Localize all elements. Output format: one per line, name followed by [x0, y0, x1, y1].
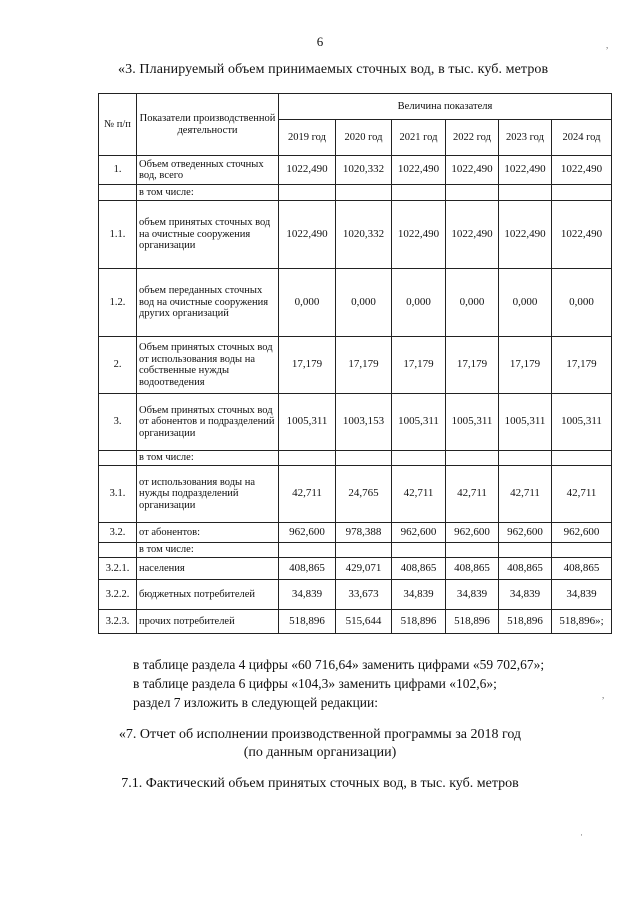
header-indicator: Показатели производственной деятельности: [137, 94, 279, 156]
row-value: 42,711: [279, 466, 336, 523]
row-value: 34,839: [279, 580, 336, 610]
section-7-heading: [0, 726, 640, 762]
row-value: 408,865: [279, 558, 336, 580]
row-value: 518,896: [392, 610, 446, 634]
row-value: 42,711: [499, 466, 552, 523]
table-row: [99, 466, 612, 523]
table-row: [99, 156, 612, 185]
row-value: 1005,311: [499, 394, 552, 451]
row-value: 17,179: [279, 337, 336, 394]
row-value: 978,388: [336, 523, 392, 543]
row-value: 1022,490: [392, 156, 446, 185]
scan-mark: ,: [602, 690, 605, 700]
row-num: [99, 451, 137, 466]
row-value: 33,673: [336, 580, 392, 610]
heading-line: «7. Отчет об исполнении производственной программы за 2018 год: [118, 727, 522, 742]
table-row: [99, 580, 612, 610]
row-value: 1022,490: [552, 156, 612, 185]
row-label: в том числе:: [137, 185, 279, 201]
row-value: 1005,311: [392, 394, 446, 451]
row-value: 0,000: [336, 269, 392, 337]
row-num: 1.1.: [99, 201, 137, 269]
amendment-paragraphs: [133, 655, 544, 712]
row-value: 1005,311: [279, 394, 336, 451]
header-year: 2023 год: [499, 120, 552, 156]
row-label: Объем принятых сточных вод от использования воды на собственные нужды водоотведения: [137, 337, 279, 394]
row-value: 962,600: [392, 523, 446, 543]
row-num: 3.2.3.: [99, 610, 137, 634]
table-row: [99, 185, 612, 201]
row-value: 962,600: [279, 523, 336, 543]
row-value: 518,896: [499, 610, 552, 634]
table-row: [99, 523, 612, 543]
wastewater-volume-table: [98, 93, 612, 634]
row-label: от абонентов:: [137, 523, 279, 543]
scan-mark: ·: [580, 830, 583, 840]
row-value: 34,839: [552, 580, 612, 610]
row-label: Объем отведенных сточных вод, всего: [137, 156, 279, 185]
row-value: 0,000: [499, 269, 552, 337]
row-value: 1022,490: [279, 201, 336, 269]
row-value: 1022,490: [446, 201, 499, 269]
row-value: 1020,332: [336, 201, 392, 269]
row-label: от использования воды на нужды подразделений организации: [137, 466, 279, 523]
row-value: 515,644: [336, 610, 392, 634]
row-label: бюджетных потребителей: [137, 580, 279, 610]
row-value: 962,600: [552, 523, 612, 543]
table-row: [99, 201, 612, 269]
row-value: 408,865: [392, 558, 446, 580]
heading-line: (по данным организации): [243, 745, 397, 760]
row-value: 42,711: [446, 466, 499, 523]
header-year: 2021 год: [392, 120, 446, 156]
row-value: 1022,490: [446, 156, 499, 185]
row-value: 429,071: [336, 558, 392, 580]
row-value: 408,865: [499, 558, 552, 580]
row-value: 408,865: [446, 558, 499, 580]
row-num: 1.2.: [99, 269, 137, 337]
row-label: в том числе:: [137, 543, 279, 558]
table-row: [99, 543, 612, 558]
paragraph: в таблице раздела 4 цифры «60 716,64» заменить цифрами «59 702,67»;: [133, 657, 545, 672]
row-label: Объем принятых сточных вод от абонентов и подразделений организации: [137, 394, 279, 451]
row-num: [99, 543, 137, 558]
row-value: 17,179: [552, 337, 612, 394]
header-year: 2022 год: [446, 120, 499, 156]
row-num: 3.2.: [99, 523, 137, 543]
row-value: 42,711: [392, 466, 446, 523]
header-num: № п/п: [99, 94, 137, 156]
row-value: 17,179: [336, 337, 392, 394]
row-value: 1020,332: [336, 156, 392, 185]
row-num: 3.2.2.: [99, 580, 137, 610]
row-num: 1.: [99, 156, 137, 185]
row-value: 34,839: [392, 580, 446, 610]
table-row: [99, 394, 612, 451]
paragraph: в таблице раздела 6 цифры «104,3» заменить цифрами «102,6»;: [133, 676, 497, 691]
row-value: 962,600: [446, 523, 499, 543]
row-num: 3.1.: [99, 466, 137, 523]
row-label: объем принятых сточных вод на очистные сооружения организации: [137, 201, 279, 269]
header-year: 2024 год: [552, 120, 612, 156]
row-value: 0,000: [552, 269, 612, 337]
row-num: 3.: [99, 394, 137, 451]
row-label: прочих потребителей: [137, 610, 279, 634]
row-value: 962,600: [499, 523, 552, 543]
row-label: в том числе:: [137, 451, 279, 466]
row-value: 1022,490: [552, 201, 612, 269]
table-row: [99, 451, 612, 466]
row-value: 34,839: [446, 580, 499, 610]
table-row: [99, 269, 612, 337]
row-value: 518,896: [446, 610, 499, 634]
row-value: 17,179: [446, 337, 499, 394]
row-num: 3.2.1.: [99, 558, 137, 580]
row-value: 518,896: [279, 610, 336, 634]
row-value: 1005,311: [552, 394, 612, 451]
table-row: [99, 558, 612, 580]
header-year: 2020 год: [336, 120, 392, 156]
row-value: 1022,490: [499, 201, 552, 269]
row-num: 2.: [99, 337, 137, 394]
row-value: 17,179: [499, 337, 552, 394]
row-value: 24,765: [336, 466, 392, 523]
section-title: «3. Планируемый объем принимаемых сточных вод, в тыс. куб. метров: [118, 62, 549, 77]
row-value: 34,839: [499, 580, 552, 610]
row-value: 1003,153: [336, 394, 392, 451]
row-label: населения: [137, 558, 279, 580]
paragraph: раздел 7 изложить в следующей редакции:: [133, 695, 379, 710]
page-number: 6: [316, 34, 324, 49]
row-value: 1022,490: [279, 156, 336, 185]
row-value: 1005,311: [446, 394, 499, 451]
row-num: [99, 185, 137, 201]
header-value-group: Величина показателя: [279, 94, 612, 120]
row-value: 408,865: [552, 558, 612, 580]
row-label: объем переданных сточных вод на очистные сооружения других организаций: [137, 269, 279, 337]
row-value: 0,000: [279, 269, 336, 337]
table-row: [99, 337, 612, 394]
header-year: 2019 год: [279, 120, 336, 156]
row-value: 17,179: [392, 337, 446, 394]
subsection-7-1-heading: 7.1. Фактический объем принятых сточных вод, в тыс. куб. метров: [121, 776, 519, 791]
scan-mark: ,: [606, 40, 609, 50]
row-value: 0,000: [392, 269, 446, 337]
row-value: 1022,490: [499, 156, 552, 185]
row-value: 42,711: [552, 466, 612, 523]
row-value: 0,000: [446, 269, 499, 337]
row-value: 1022,490: [392, 201, 446, 269]
row-value: 518,896»;: [552, 610, 612, 634]
table-row: [99, 610, 612, 634]
